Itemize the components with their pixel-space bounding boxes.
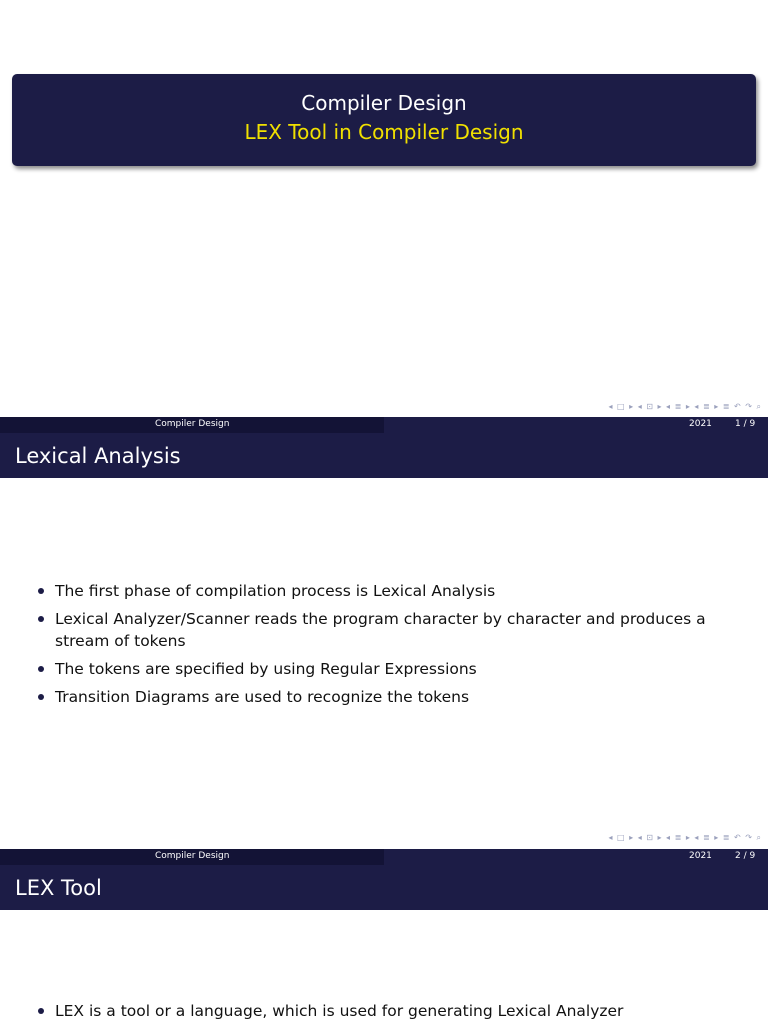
footer-year: 2021 [689, 419, 712, 429]
slide-2 [0, 417, 768, 849]
frame-title-bar [0, 433, 768, 478]
footer-title: Compiler Design [155, 851, 230, 861]
beamer-navigation-icons[interactable]: ◂ □ ▸ ◂ ⊡ ▸ ◂ ≣ ▸ ◂ ≣ ▸ ≣ ↶ ↷ ⌕ [608, 402, 762, 411]
bullet-list [38, 580, 718, 714]
footer-bar [0, 849, 768, 865]
beamer-navigation-icons[interactable]: ◂ □ ▸ ◂ ⊡ ▸ ◂ ≣ ▸ ◂ ≣ ▸ ≣ ↶ ↷ ⌕ [608, 833, 762, 842]
list-item-text: The tokens are specified by using Regular Expressions [55, 660, 477, 678]
list-item-text: Lexical Analyzer/Scanner reads the program character by character and produces a stream of tokens [55, 610, 706, 650]
presentation-subtitle: LEX Tool in Compiler Design [244, 120, 524, 144]
title-block [12, 74, 756, 166]
bullet-icon [38, 1008, 44, 1014]
presentation-title: Compiler Design [301, 91, 467, 115]
list-item-text: Transition Diagrams are used to recognize the tokens [55, 688, 470, 706]
bullet-icon [38, 588, 44, 594]
list-item-text: The first phase of compilation process is Lexical Analysis [55, 582, 496, 600]
footer-page-number: 1 / 9 [735, 419, 756, 429]
list-item [38, 658, 718, 680]
bullet-icon [38, 616, 44, 622]
frame-title: Lexical Analysis [15, 444, 181, 468]
footer-left-section [0, 417, 384, 433]
footer-title: Compiler Design [155, 419, 230, 429]
frame-title-bar [0, 865, 768, 910]
slide-3 [0, 849, 768, 1024]
slide-1 [0, 0, 768, 417]
footer-bar [0, 417, 768, 433]
bullet-icon [38, 694, 44, 700]
bullet-icon [38, 666, 44, 672]
footer-year: 2021 [689, 851, 712, 861]
list-item [38, 608, 718, 652]
list-item [38, 686, 718, 708]
list-item [38, 580, 718, 602]
footer-page-number: 2 / 9 [735, 851, 756, 861]
list-item [38, 1000, 718, 1022]
list-item-text: LEX is a tool or a language, which is used for generating Lexical Analyzer [55, 1002, 624, 1020]
frame-title: LEX Tool [15, 876, 102, 900]
footer-left-section [0, 849, 384, 865]
